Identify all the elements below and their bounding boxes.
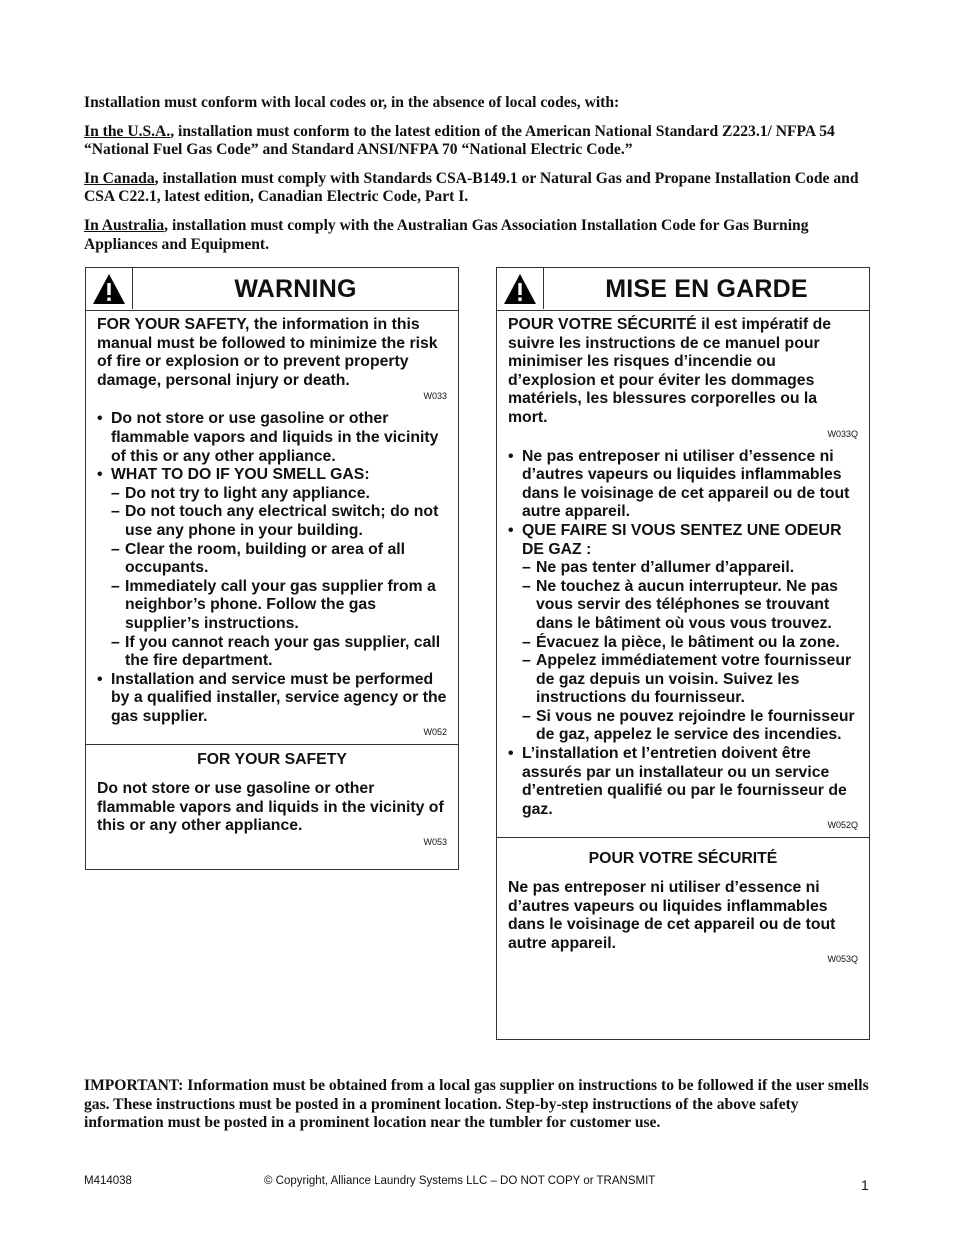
safety-statement: Do not store or use gasoline or other flammable vapors and liquids in the vicinity of this or any other appliance.: [97, 780, 444, 835]
australia-text: , installation must comply with the Australian Gas Association Installation Code for Gas Burning Appliances and Equipment.: [84, 216, 809, 253]
warning-safety-section: [497, 311, 869, 837]
safety-statement: FOR YOUR SAFETY, the information in this manual must be followed to minimize the risk of fire or explosion or to prevent property damage, personal injury or death.: [97, 316, 438, 389]
warning-triangle-icon: [86, 268, 133, 309]
gas-instructions-list: [508, 448, 858, 820]
warning-triangle-icon: [497, 268, 544, 309]
warning-header: [86, 268, 458, 311]
warning-code: W033Q: [827, 428, 858, 439]
warning-safety-section: [86, 311, 458, 744]
warning-header: [497, 268, 869, 311]
usa-text: , installation must conform to the latest edition of the American National Standard Z223.1/ NFPA 54 “National Fuel Gas Code” and Standard ANSI/NFPA 70 “National Electric Code.”: [84, 122, 835, 159]
smell-gas-steps: [522, 559, 858, 745]
smell-gas-steps: [111, 485, 447, 671]
intro-line: Installation must conform with local codes or, in the absence of local codes, with:: [84, 94, 620, 111]
list-item: • L’installation et l’entretien doivent être assurés par un installateur ou un service d’entretien qualifié ou par le fournisseur de gaz.: [508, 745, 858, 819]
usa-label: In the U.S.A.: [84, 122, 171, 140]
warning-box-english: [85, 267, 459, 870]
for-your-safety-section: [497, 837, 869, 971]
warning-code: W052: [423, 727, 447, 738]
list-item: • Ne pas entreposer ni utiliser d’essence ni d’autres vapeurs ou liquides inflammables dans le voisinage de cet appareil ou de tout autre appareil.: [508, 448, 858, 522]
warning-code: W033: [423, 391, 447, 402]
warning-title: MISE EN GARDE: [605, 274, 808, 303]
safety-heading: FOR YOUR SAFETY: [197, 751, 347, 769]
list-item: • Installation and service must be performed by a qualified installer, service agency or the gas supplier.: [97, 671, 447, 727]
list-item: – Ne touchez à aucun interrupteur. Ne pas vous servir des téléphones se trouvant dans le bâtiment où vous vous trouvez.: [522, 578, 858, 634]
australia-label: In Australia: [84, 216, 165, 234]
canada-text: , installation must comply with Standards CSA-B149.1 or Natural Gas and Propane Installation Code and CSA C22.1, latest edition, Canadian Electric Code, Part I.: [84, 169, 859, 206]
list-item: • QUE FAIRE SI VOUS SENTEZ UNE ODEUR DE GAZ : – Ne pas tenter d’allumer d’appareil. – Ne touchez à aucun interrupteur. Ne pas vous servir des téléphones se trouvant dans le bâtiment où vous vous trouvez. – Évacuez la pièce, le bâtiment ou la zone. – Appelez immédiatement votre fournisseur de gaz depuis un voisin. Suivez les instructions du fournisseur. – Si vous ne pouvez rejoindre le fournisseur de gaz, appelez le service des incendies.: [508, 522, 858, 745]
warning-title: WARNING: [234, 274, 357, 303]
safety-statement: Ne pas entreposer ni utiliser d’essence ni d’autres vapeurs ou liquides inflammables dans le voisinage de cet appareil ou de tout autre appareil.: [508, 879, 836, 952]
copyright-notice: © Copyright, Alliance Laundry Systems LLC – DO NOT COPY or TRANSMIT: [264, 1175, 656, 1187]
gas-instructions-list: [97, 410, 447, 726]
installation-requirements: [84, 94, 874, 264]
list-item: – Do not try to light any appliance.: [111, 485, 447, 504]
list-item: – If you cannot reach your gas supplier, call the fire department.: [111, 634, 447, 671]
list-item: – Appelez immédiatement votre fournisseur de gaz depuis un voisin. Suivez les instructions du fournisseur.: [522, 652, 858, 708]
list-item: – Ne pas tenter d’allumer d’appareil.: [522, 559, 858, 578]
safety-statement: POUR VOTRE SÉCURITÉ il est impératif de suivre les instructions de ce manuel pour minimiser les risques d’incendie ou d’explosion et pour éviter les dommages matériels, les blessures corporelles ou la mort.: [508, 316, 832, 426]
for-your-safety-section: [86, 744, 458, 853]
usa-requirement: [84, 123, 874, 160]
australia-requirement: [84, 217, 874, 254]
list-item: • Do not store or use gasoline or other flammable vapors and liquids in the vicinity of this or any other appliance.: [97, 410, 447, 466]
warning-code: W053Q: [827, 954, 858, 965]
page-number: 1: [861, 1177, 869, 1193]
canada-requirement: [84, 170, 874, 207]
list-item: • WHAT TO DO IF YOU SMELL GAS: – Do not try to light any appliance. – Do not touch any electrical switch; do not use any phone in your building. – Clear the room, building or area of all occupants. – Immediately call your gas supplier from a neighbor’s phone. Follow the gas supplier’s instructions. – If you cannot reach your gas supplier, call the fire department.: [97, 466, 447, 671]
warning-code: W052Q: [827, 820, 858, 831]
canada-label: In Canada: [84, 169, 155, 187]
list-item: – Clear the room, building or area of all occupants.: [111, 541, 447, 578]
important-note: IMPORTANT: Information must be obtained from a local gas supplier on instructions to be followed if the user smells gas. These instructions must be posted in a prominent location. Step-by-step instructions of the above safety information must be posted in a prominent location near the tumbler for customer use.: [84, 1077, 869, 1132]
safety-heading: POUR VOTRE SÉCURITÉ: [588, 850, 778, 868]
list-item: – Do not touch any electrical switch; do not use any phone in your building.: [111, 503, 447, 540]
warning-code: W053: [423, 836, 447, 847]
warning-box-french: [496, 267, 870, 1040]
list-item: – Immediately call your gas supplier from a neighbor’s phone. Follow the gas supplier’s instructions.: [111, 578, 447, 634]
list-item: – Évacuez la pièce, le bâtiment ou la zone.: [522, 634, 858, 653]
list-item: – Si vous ne pouvez rejoindre le fournisseur de gaz, appelez le service des incendies.: [522, 708, 858, 745]
document-number: M414038: [84, 1175, 132, 1187]
